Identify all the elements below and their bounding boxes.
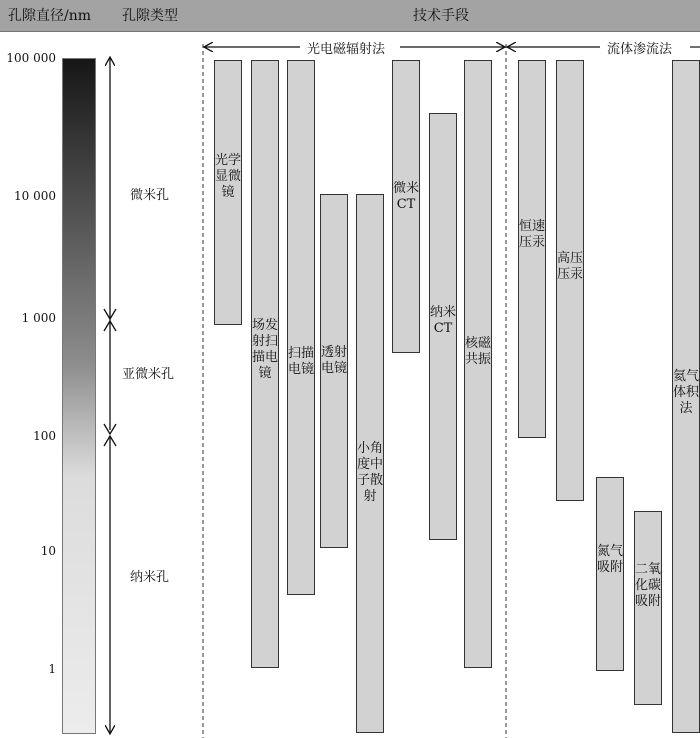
techniques-header: 技术手段 <box>413 8 469 24</box>
technique-bar-n2-adsorption <box>596 477 624 671</box>
technique-label: 场发射扫描电镜 <box>252 318 279 381</box>
tick-label-1: 1 <box>48 662 56 676</box>
technique-label: 二氧化碳吸附 <box>635 562 662 609</box>
technique-bar-co2-adsorption <box>634 511 662 705</box>
group-label-optical: 光电磁辐射法 <box>302 38 390 57</box>
technique-label: 小角度中子散射 <box>357 441 384 504</box>
technique-bar-micro-ct <box>392 60 420 353</box>
tick-label-100: 100 <box>33 429 56 443</box>
tick-label-10000: 10 000 <box>14 189 56 203</box>
technique-label: 氮气吸附 <box>597 544 624 575</box>
technique-label: 核磁共振 <box>465 336 492 367</box>
technique-bar-fesem <box>251 60 279 668</box>
tick-label-10: 10 <box>40 544 56 558</box>
technique-bar-optical-microscope <box>214 60 242 325</box>
technique-bar-he-volume <box>672 60 700 733</box>
technique-label: 氦气体积法 <box>673 369 700 416</box>
technique-bar-tem <box>320 194 348 548</box>
technique-label: 光学显微镜 <box>215 153 242 200</box>
pore-diameter-header: 孔隙直径/nm <box>8 8 92 24</box>
technique-bar-sans <box>356 194 384 733</box>
technique-label: 扫描电镜 <box>288 346 315 377</box>
technique-bar-sem <box>287 60 315 595</box>
technique-label: 高压压汞 <box>557 251 584 282</box>
tick-label-1000: 1 000 <box>21 311 56 325</box>
pore-type-micro: 微米孔 <box>130 188 170 203</box>
technique-bar-rate-mercury <box>518 60 546 438</box>
technique-bar-hp-mercury <box>556 60 584 501</box>
technique-bar-nano-ct <box>429 113 457 540</box>
pore-type-header: 孔隙类型 <box>122 8 178 24</box>
technique-bar-nmr <box>464 60 492 668</box>
pore-type-nano: 纳米孔 <box>130 570 170 585</box>
tick-label-100000: 100 000 <box>6 51 56 65</box>
technique-label: 透射电镜 <box>321 345 348 376</box>
technique-label: 恒速压汞 <box>519 219 546 250</box>
group-label-fluid: 流体渗流法 <box>602 38 677 57</box>
technique-label: 微米CT <box>393 181 420 212</box>
pore-type-submicro: 亚微米孔 <box>122 367 175 382</box>
technique-label: 纳米CT <box>430 305 457 336</box>
